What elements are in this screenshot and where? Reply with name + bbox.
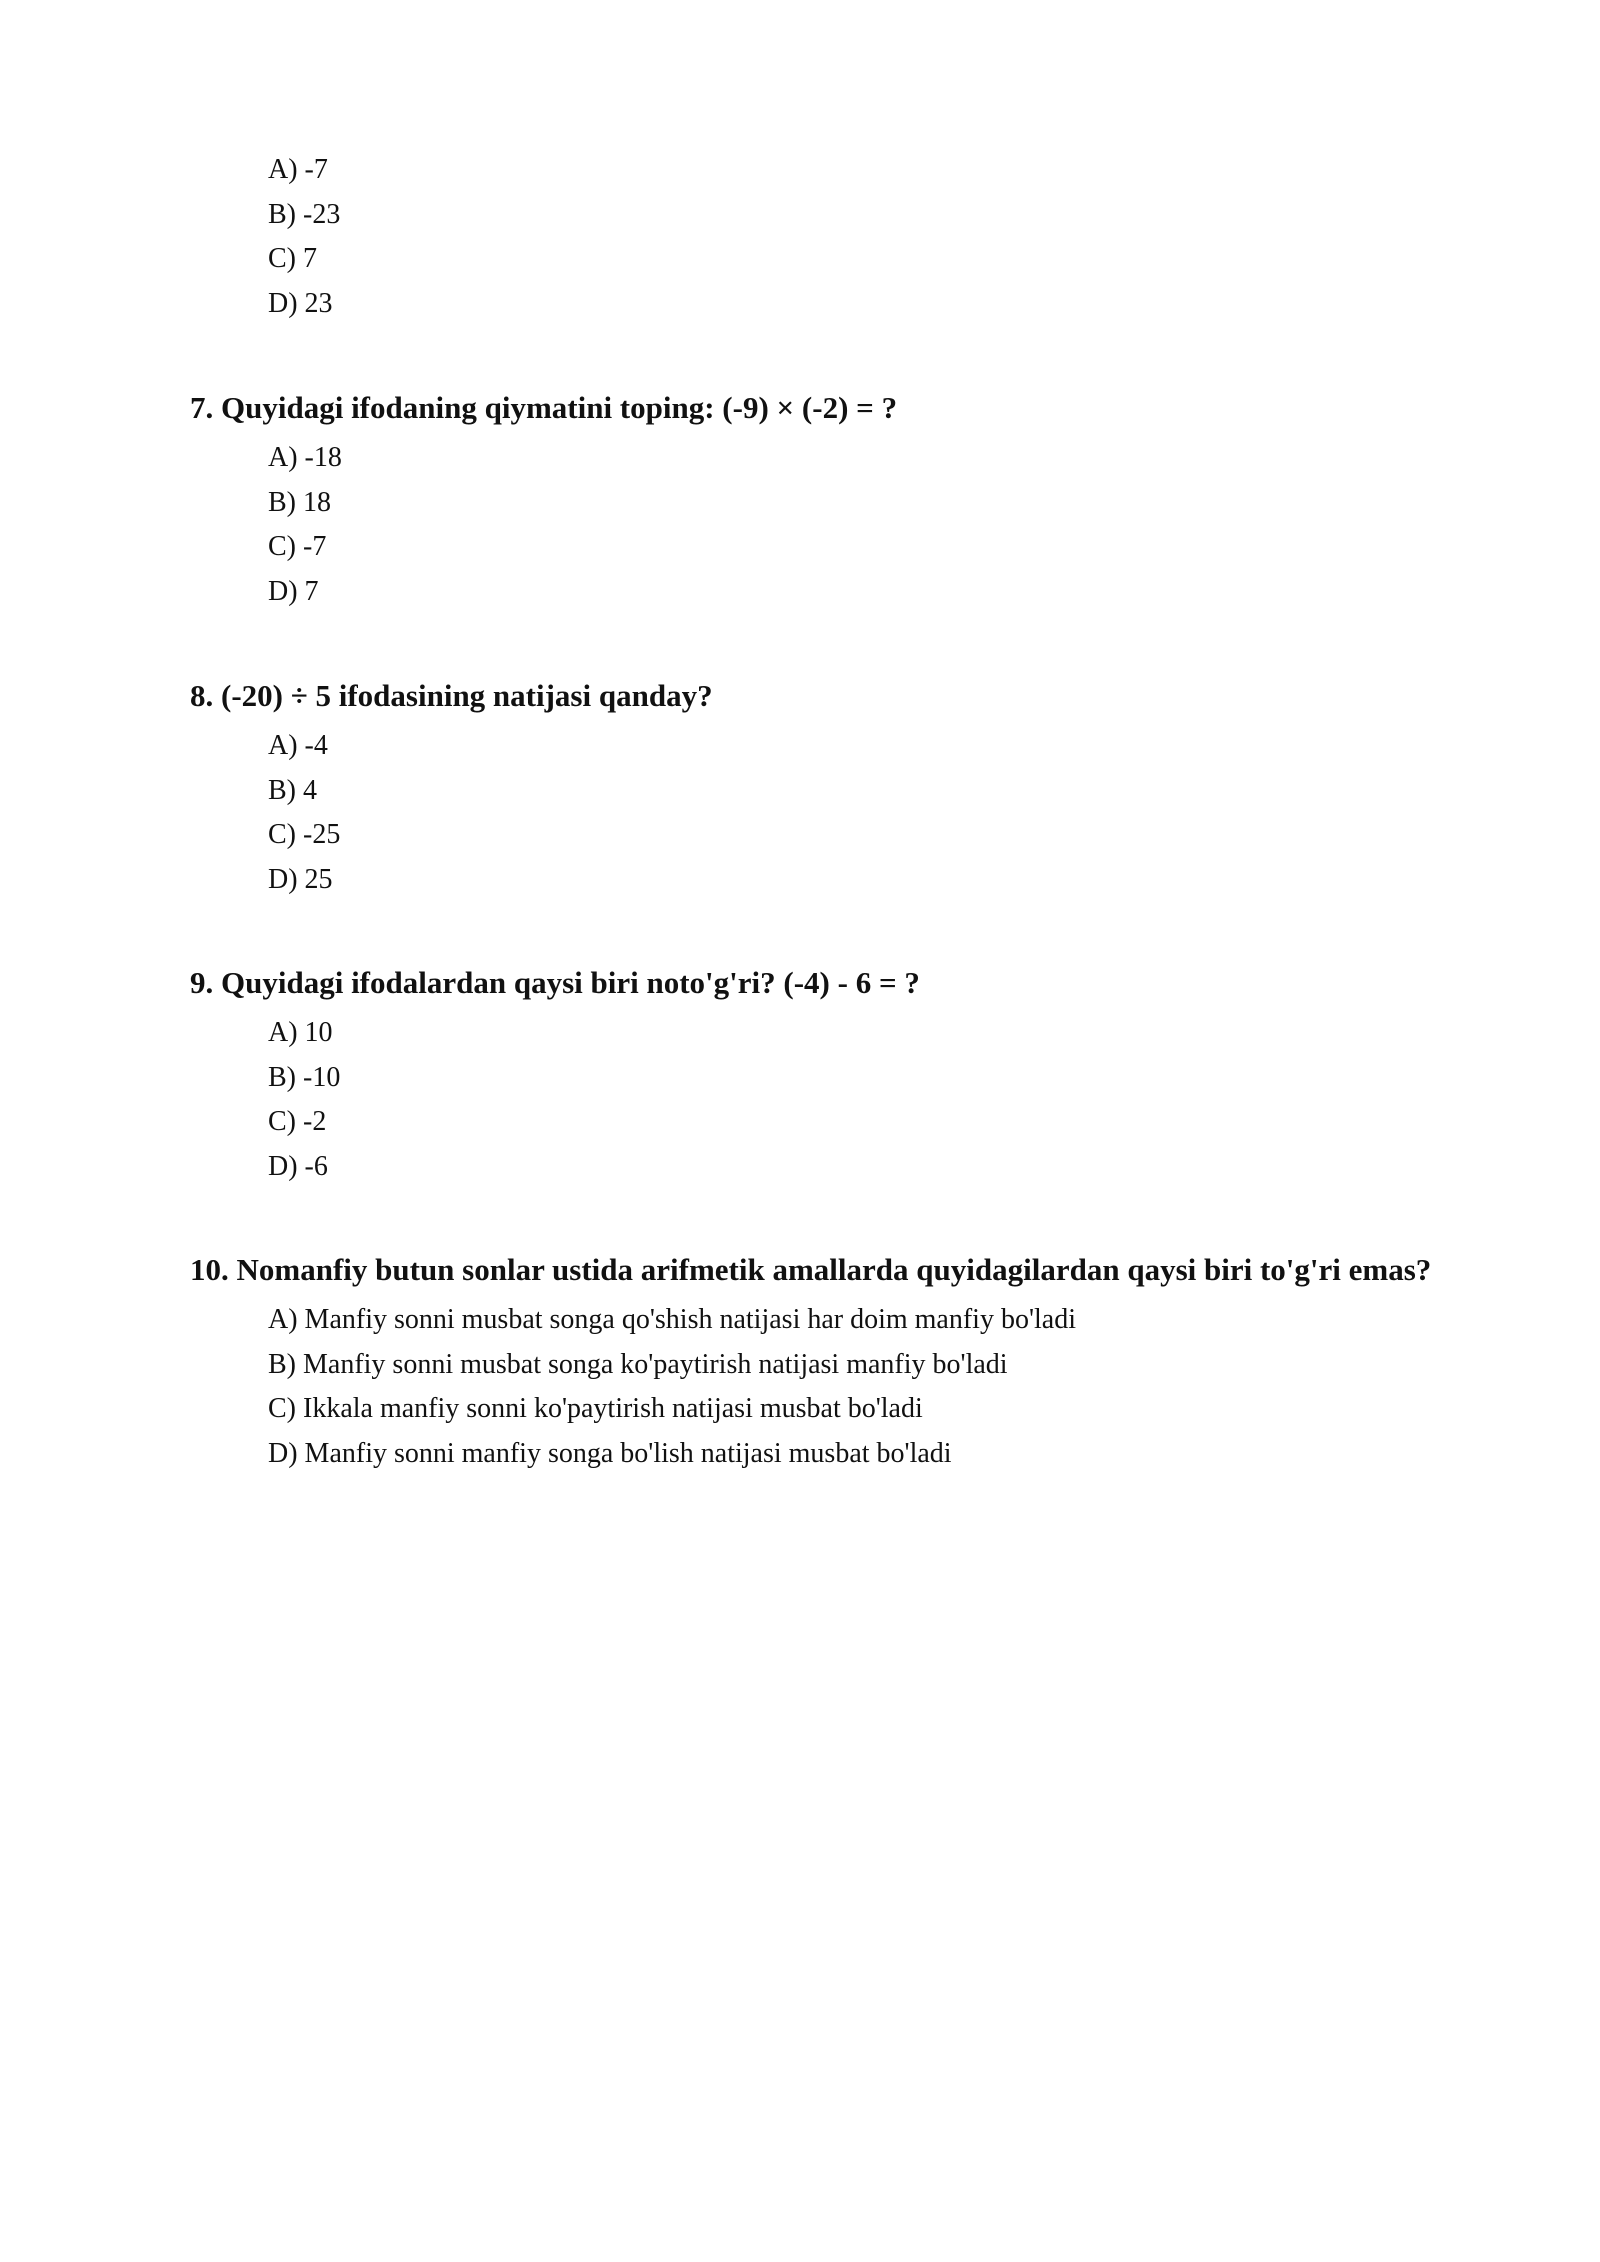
option-c: C) Ikkala manfiy sonni ko'paytirish natijasi musbat bo'ladi bbox=[268, 1393, 923, 1424]
option-b: B) 4 bbox=[268, 774, 317, 806]
question-6-options bbox=[268, 148, 340, 326]
option-a: A) 10 bbox=[268, 1017, 333, 1048]
question-title: 10. Nomanfiy butun sonlar ustida arifmetik amallarda quyidagilardan qaysi biri to'g'ri emas? bbox=[190, 1252, 1432, 1287]
option-d: D) 25 bbox=[268, 863, 333, 895]
option-a: A) -7 bbox=[268, 154, 328, 185]
option-d: D) 7 bbox=[268, 575, 319, 607]
options-list bbox=[268, 436, 1530, 614]
question-10 bbox=[190, 1250, 1530, 1476]
option-b: B) -23 bbox=[268, 198, 341, 230]
option-c: C) -25 bbox=[268, 819, 341, 850]
question-9 bbox=[190, 963, 1530, 1189]
option-a: A) Manfiy sonni musbat songa qo'shish natijasi har doim manfiy bo'ladi bbox=[268, 1304, 1076, 1335]
option-d: D) 23 bbox=[268, 287, 333, 319]
option-c: C) -2 bbox=[268, 1106, 327, 1137]
options-list bbox=[268, 724, 1530, 902]
option-c: C) -7 bbox=[268, 531, 327, 562]
option-d: D) Manfiy sonni manfiy songa bo'lish natijasi musbat bo'ladi bbox=[268, 1437, 952, 1469]
options-list bbox=[268, 1298, 1530, 1476]
option-b: B) 18 bbox=[268, 486, 331, 518]
option-c: C) 7 bbox=[268, 243, 317, 274]
question-title: 7. Quyidagi ifodaning qiymatini toping: (-9) × (-2) = ? bbox=[190, 390, 898, 425]
option-b: B) Manfiy sonni musbat songa ko'paytirish natijasi manfiy bo'ladi bbox=[268, 1348, 1008, 1380]
question-title: 9. Quyidagi ifodalardan qaysi biri noto'g'ri? (-4) - 6 = ? bbox=[190, 965, 920, 1000]
question-8 bbox=[190, 676, 1530, 902]
option-a: A) -18 bbox=[268, 442, 342, 473]
question-7 bbox=[190, 388, 1530, 614]
options-list bbox=[268, 1011, 1530, 1189]
option-d: D) -6 bbox=[268, 1150, 328, 1182]
option-a: A) -4 bbox=[268, 730, 328, 761]
question-title: 8. (-20) ÷ 5 ifodasining natijasi qanday? bbox=[190, 678, 713, 713]
option-b: B) -10 bbox=[268, 1061, 341, 1093]
